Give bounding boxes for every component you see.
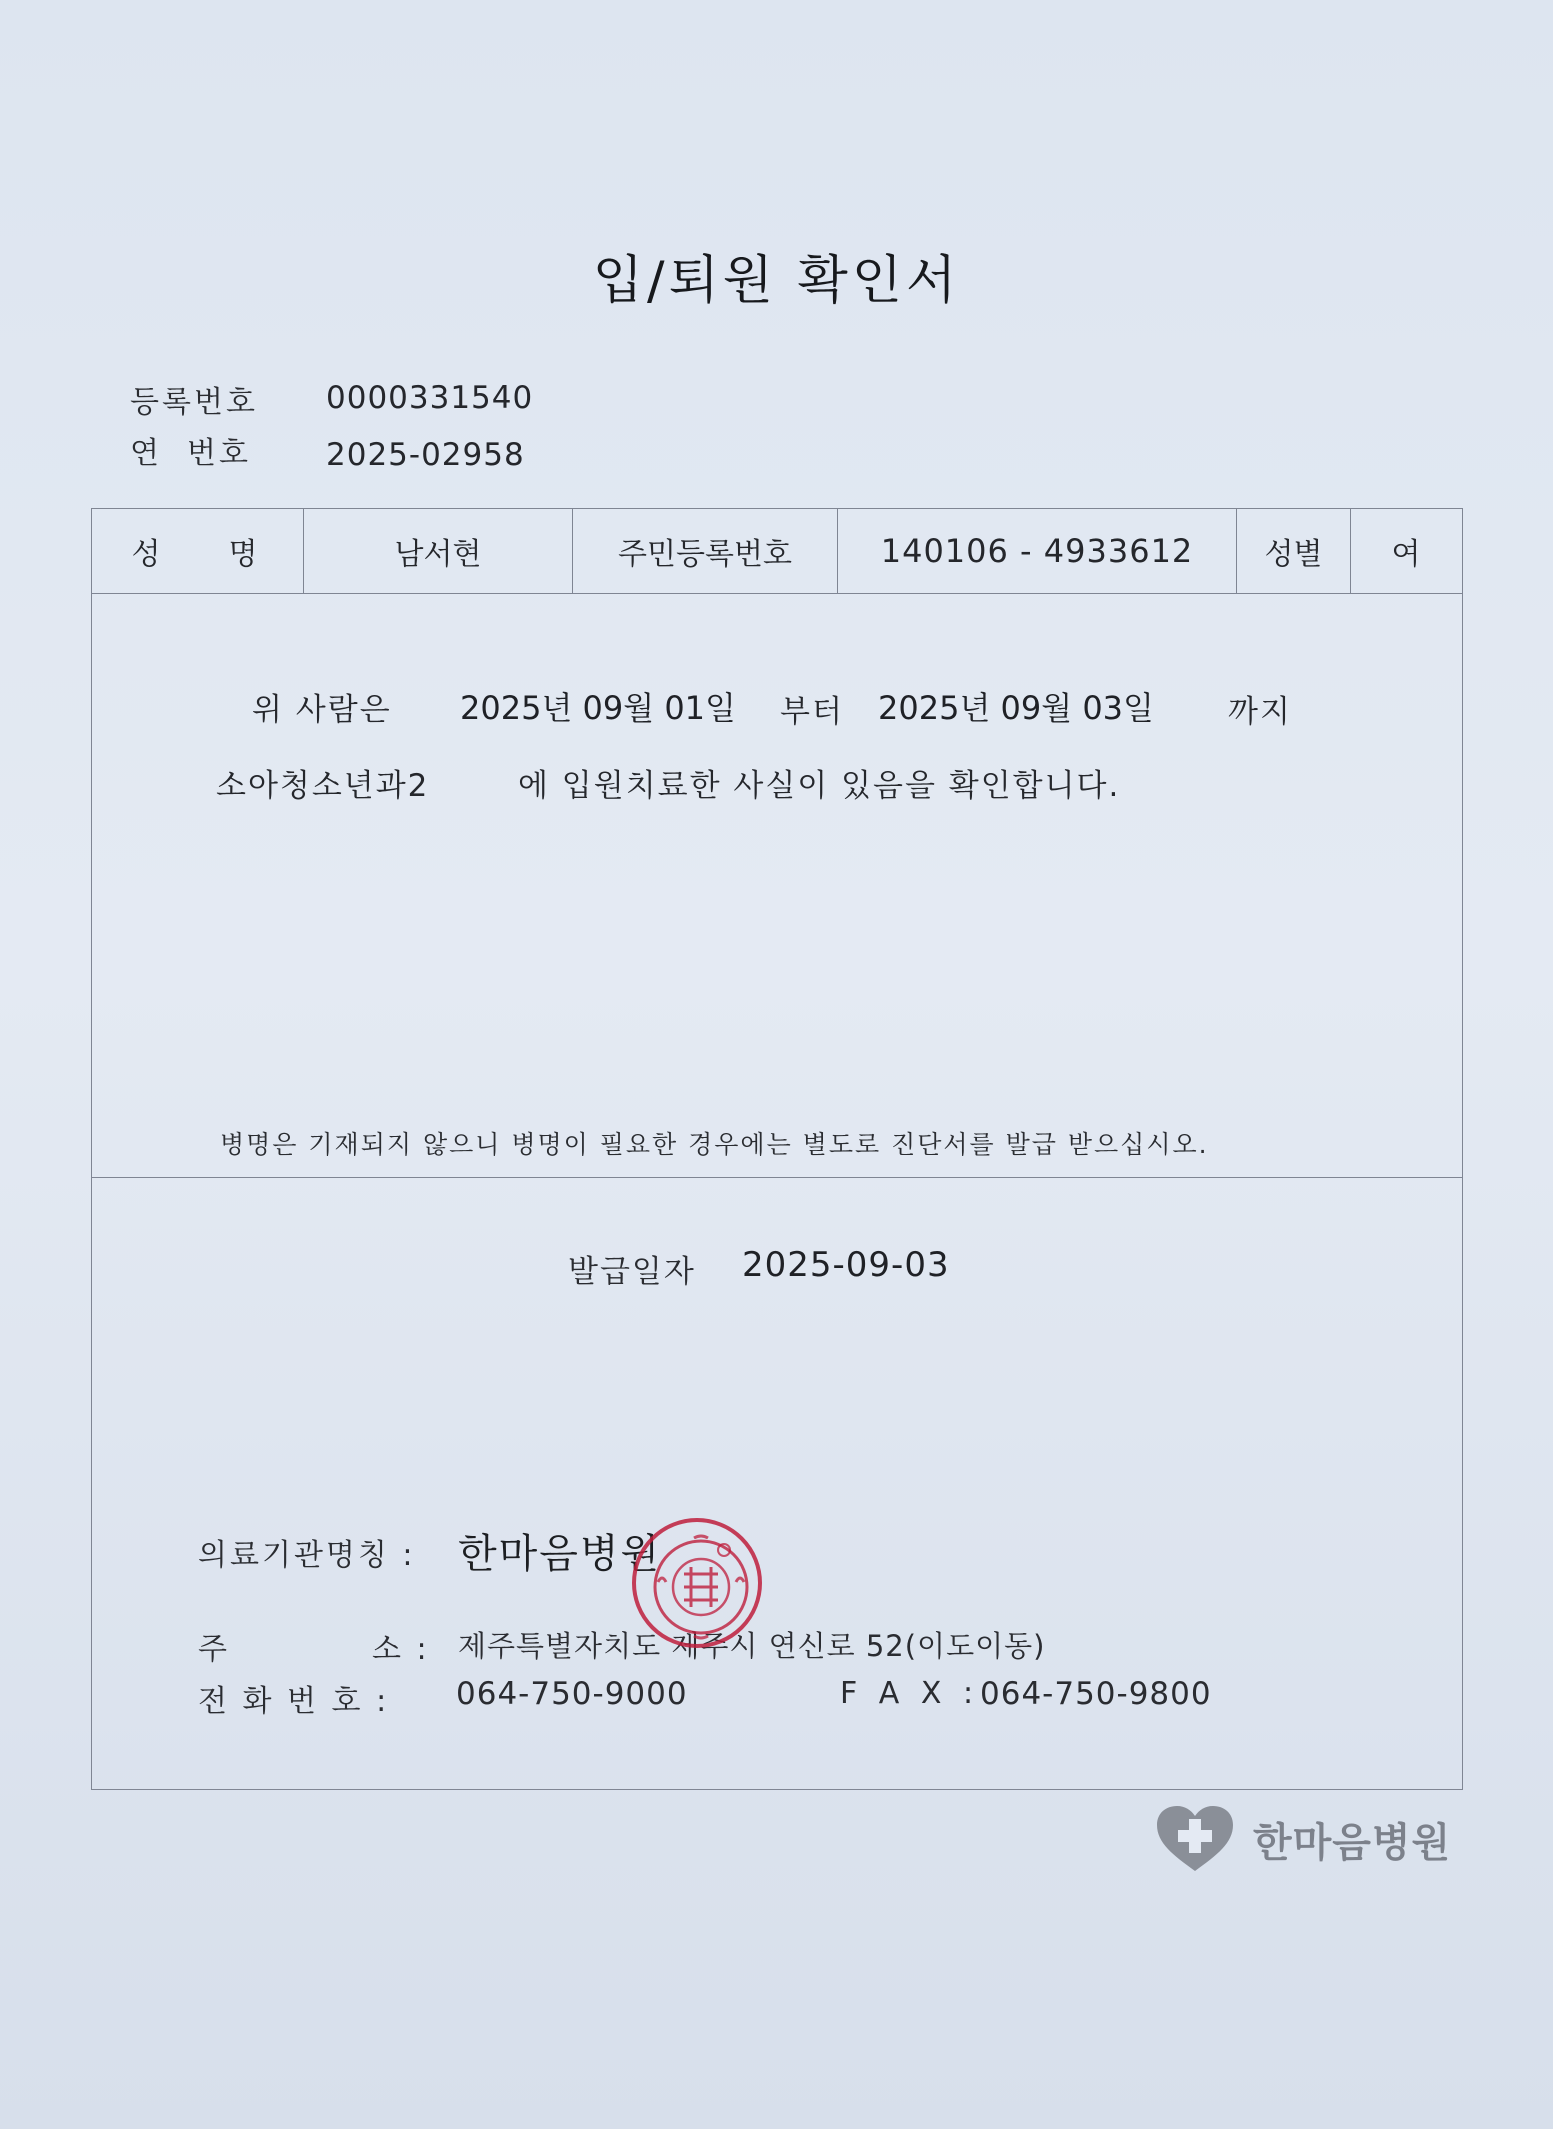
institution-name-label: 의료기관명칭 : [198, 1538, 416, 1573]
sex-label: 성별 [1264, 537, 1323, 572]
fax-label: F A X : [840, 1676, 980, 1711]
until-word: 까지 [1228, 694, 1292, 730]
admission-date: 2025년 09월 01일 [460, 689, 736, 727]
discharge-date: 2025년 09월 03일 [878, 689, 1154, 727]
serial-label: 연 번호 [130, 436, 252, 471]
name-label: 성 명 [131, 537, 264, 572]
patient-sex: 여 [1391, 537, 1421, 572]
seal-graphic [636, 1522, 766, 1652]
hospital-seal-stamp [632, 1518, 762, 1648]
serial-number: 2025-02958 [326, 437, 525, 473]
hospital-logo [1155, 1805, 1451, 1873]
department: 소아청소년과2 [216, 768, 430, 804]
institution-phone: 064-750-9000 [456, 1676, 688, 1712]
disease-note: 병명은 기재되지 않으니 병명이 필요한 경우에는 별도로 진단서를 발급 받으십시오. [220, 1130, 1209, 1159]
address-label-end: 소 : [372, 1632, 430, 1667]
issue-date: 2025-09-03 [742, 1245, 950, 1285]
address-label-start: 주 [198, 1632, 230, 1667]
document-title: 입/퇴원 확인서 [592, 251, 961, 311]
resident-number-label: 주민등록번호 [618, 537, 792, 572]
logo-text: 한마음병원 [1253, 1819, 1452, 1866]
heart-cross-icon [1155, 1805, 1235, 1873]
registration-label: 등록번호 [130, 385, 258, 420]
institution-fax: 064-750-9800 [980, 1676, 1212, 1712]
resident-number: 140106 - 4933612 [880, 532, 1194, 570]
registration-number: 0000331540 [326, 380, 534, 416]
header-row-divider [91, 593, 1463, 594]
statement-prefix: 위 사람은 [252, 692, 392, 728]
institution-address: 제주특별자치도 제주시 연신로 52(이도이동) [458, 1629, 1046, 1663]
phone-label: 전 화 번 호 : [198, 1684, 390, 1719]
patient-name: 남서현 [394, 537, 482, 572]
statement-suffix: 에 입원치료한 사실이 있음을 확인합니다. [518, 768, 1121, 804]
from-word: 부터 [780, 694, 844, 730]
body-divider [91, 1177, 1463, 1178]
issue-date-label: 발급일자 [568, 1254, 696, 1290]
institution-name: 한마음병원 [458, 1531, 662, 1577]
